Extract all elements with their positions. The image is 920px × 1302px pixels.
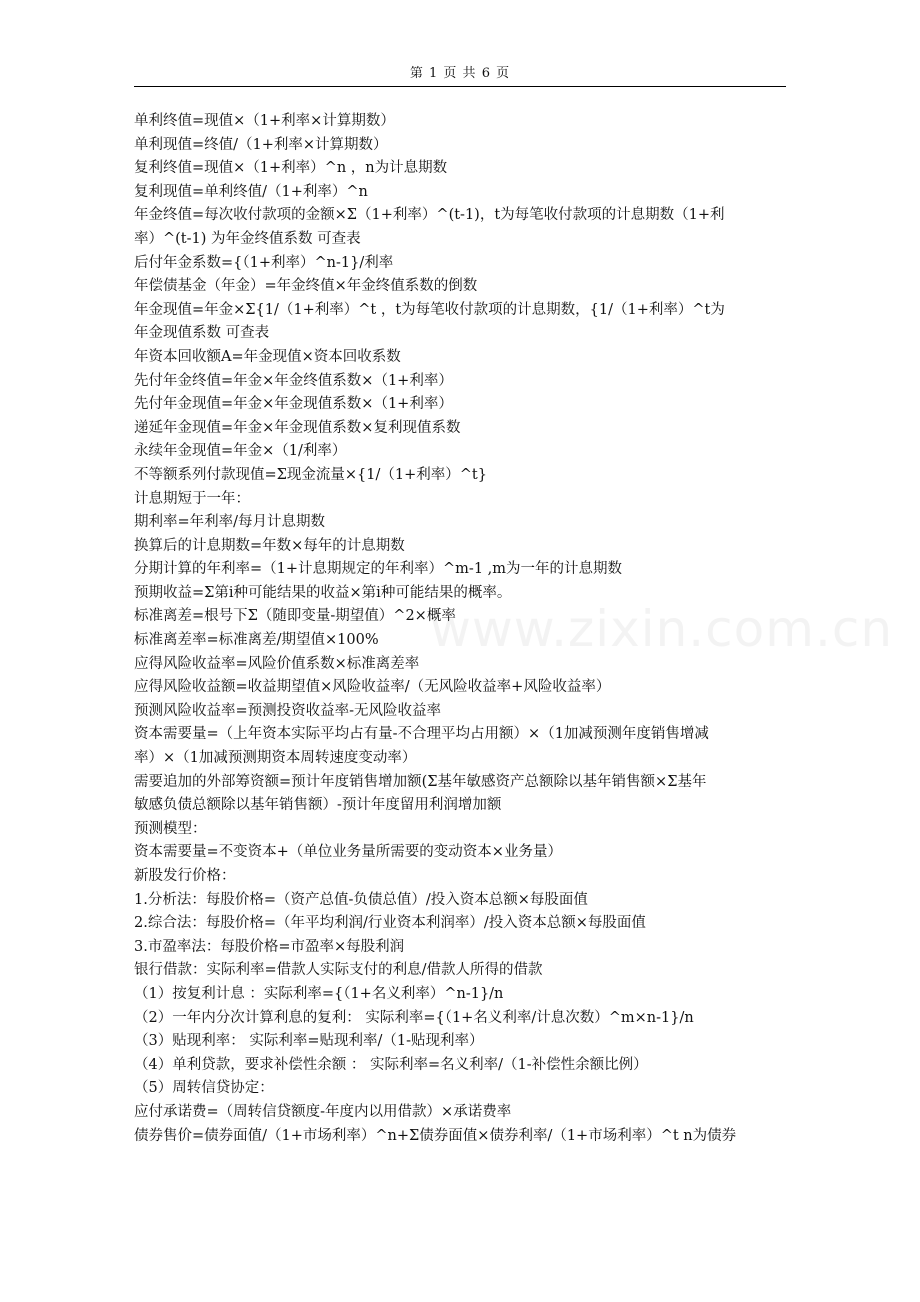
text-line: 后付年金系数={（1+利率）^n-1}/利率: [134, 254, 394, 271]
text-line: 复利现值=单利终值/（1+利率）^n: [134, 183, 368, 200]
watermark: www.zixin.com.cn: [430, 600, 894, 658]
text-line: 敏感负债总额除以基年销售额）-预计年度留用利润增加额: [134, 797, 502, 814]
text-line: 预期收益=Σ第i种可能结果的收益×第i种可能结果的概率。: [134, 584, 512, 601]
text-line: 计息期短于一年：: [134, 490, 250, 507]
text-line: （1）按复利计息 ：实际利率={（1+名义利率）^n-1}/n: [134, 985, 504, 1002]
text-line: （3）贴现利率： 实际利率=贴现利率/（1-贴现利率）: [134, 1033, 484, 1050]
text-line: 标准离差率=标准离差/期望值×100%: [134, 632, 379, 649]
text-line: 复利终值=现值×（1+利率）^n ，n为计息期数: [134, 160, 448, 177]
text-line: 换算后的计息期数=年数×每年的计息期数: [134, 537, 405, 554]
text-line: 银行借款：实际利率=借款人实际支付的利息/借款人所得的借款: [134, 962, 543, 979]
text-line: 预测模型：: [134, 820, 207, 837]
text-line: 率）×（1加减预测期资本周转速度变动率）: [134, 750, 417, 767]
text-line: 年金现值=年金×Σ{1/（1+利率）^t ，t为每笔收付款项的计息期数，{1/（1+利率）^t为: [134, 301, 725, 318]
text-line: 2.综合法：每股价格=（年平均利润/行业资本利润率）/投入资本总额×每股面值: [134, 915, 646, 932]
text-line: 单利终值=现值×（1+利率×计算期数）: [134, 113, 395, 129]
text-line: 预测风险收益率=预测投资收益率-无风险收益率: [134, 702, 442, 719]
text-line: （5）周转信贷协定：: [134, 1080, 274, 1097]
text-line: 应得风险收益额=收益期望值×风险收益率/（无风险收益率+风险收益率）: [134, 679, 611, 696]
page-header: [134, 62, 786, 87]
text-line: 永续年金现值=年金×（1/利率）: [134, 443, 347, 460]
text-line: 年偿债基金（年金）=年金终值×年金终值系数的倒数: [134, 278, 478, 295]
text-line: （4）单利贷款，要求补偿性余额 ： 实际利率=名义利率/（1-补偿性余额比例）: [134, 1056, 648, 1073]
text-line: 期利率=年利率/每月计息期数: [134, 514, 326, 531]
text-line: 资本需要量=不变资本+（单位业务量所需要的变动资本×业务量）: [134, 844, 562, 861]
text-line: 年资本回收额A=年金现值×资本回收系数: [134, 348, 401, 365]
text-line: 应付承诺费=（周转信贷额度-年度内以用借款）×承诺费率: [134, 1103, 512, 1120]
text-line: 不等额系列付款现值=Σ现金流量×{1/（1+利率）^t}: [134, 466, 487, 483]
text-line: 年金终值=每次收付款项的金额×Σ（1+利率）^(t-1)，t为每笔收付款项的计息期数（1+利: [134, 207, 725, 224]
page-number-label: 第 1 页 共 6 页: [409, 66, 511, 81]
document-body: [134, 110, 794, 1148]
text-line: 年金现值系数 可查表: [134, 325, 270, 342]
text-line: 分期计算的年利率=（1+计息期规定的年利率）^m-1 ,m为一年的计息期数: [134, 561, 623, 578]
text-line: 债券售价=债券面值/（1+市场利率）^n+Σ债券面值×债券利率/（1+市场利率）^t n为债券: [134, 1127, 737, 1144]
text-line: 标准离差=根号下Σ（随即变量-期望值）^2×概率: [134, 608, 456, 625]
text-line: 应得风险收益率=风险价值系数×标准离差率: [134, 655, 420, 672]
text-line: 3.市盈率法：每股价格=市盈率×每股利润: [134, 938, 405, 955]
text-line: 递延年金现值=年金×年金现值系数×复利现值系数: [134, 419, 461, 436]
text-line: 资本需要量=（上年资本实际平均占有量-不合理平均占用额）×（1加减预测年度销售增减: [134, 726, 709, 743]
text-line: 需要追加的外部筹资额=预计年度销售增加额(Σ基年敏感资产总额除以基年销售额×Σ基年: [134, 773, 707, 790]
text-line: 率）^(t-1) 为年金终值系数 可查表: [134, 230, 361, 247]
text-line: 先付年金现值=年金×年金现值系数×（1+利率）: [134, 396, 453, 413]
text-line: 先付年金终值=年金×年金终值系数×（1+利率）: [134, 372, 453, 389]
text-line: 1.分析法：每股价格=（资产总值-负债总值）/投入资本总额×每股面值: [134, 891, 588, 908]
text-line: （2）一年内分次计算利息的复利： 实际利率={（1+名义利率/计息次数）^m×n-1}/n: [134, 1009, 694, 1026]
text-line: 新股发行价格：: [134, 868, 236, 884]
text-line: 单利现值=终值/（1+利率×计算期数）: [134, 136, 388, 153]
